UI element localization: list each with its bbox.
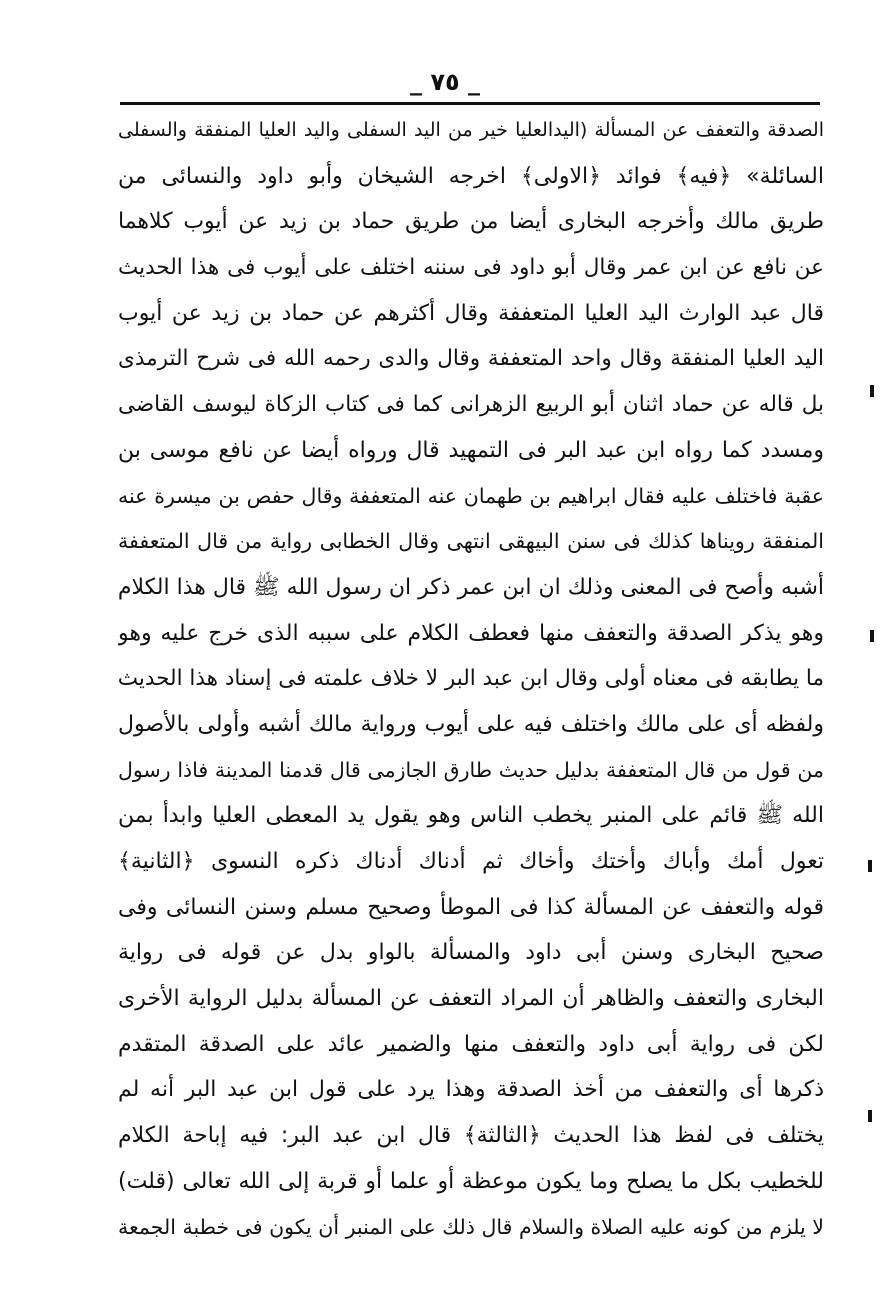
text-line: الله ﷺ قائم على المنبر يخطب الناس وهو يقول يد المعطى العليا وابدأ بمن xyxy=(118,803,824,829)
text-body xyxy=(118,108,824,1250)
text-line: أشبه وأصح فى المعنى وذلك ان ابن عمر ذكر ان رسول الله ﷺ قال هذا الكلام xyxy=(118,574,824,600)
text-line: ذكرها أى والتعفف من أخذ الصدقة وهذا يرد على قول ابن عبد البر أنه لم xyxy=(118,1077,824,1103)
text-line: لكن فى رواية أبى داود والتعفف منها والضمير عائد على الصدقة المتقدم xyxy=(118,1031,824,1057)
text-line: عقبة فاختلف عليه فقال ابراهيم بن طهمان عنه المتعففة وقال حفص بن ميسرة عنه xyxy=(118,483,824,508)
text-line: بل قاله عن حماد اثنان أبو الربيع الزهرانى كما فى كتاب الزكاة ليوسف القاضى xyxy=(118,392,824,418)
text-line: للخطيب بكل ما يصلح وما يكون موعظة أو علما أو قربة إلى الله تعالى (قلت) xyxy=(118,1168,824,1194)
text-line: لا يلزم من كونه عليه الصلاة والسلام قال ذلك على المنبر أن يكون فى خطبة الجمعة xyxy=(118,1214,824,1239)
page-number: _ ٧٥ _ xyxy=(409,68,480,96)
margin-mark xyxy=(868,1110,872,1122)
margin-mark xyxy=(868,860,872,872)
text-line: طريق مالك وأخرجه البخارى أيضا من طريق حماد بن زيد عن أيوب كلاهما xyxy=(118,209,824,235)
text-line: قوله والتعفف عن المسألة كذا فى الموطأ وصحيح مسلم وسنن النسائى وفى xyxy=(118,894,824,920)
text-line: اليد العليا المنفقة وقال واحد المتعففة وقال والدى رحمه الله فى شرح الترمذى xyxy=(118,346,824,372)
margin-mark xyxy=(870,385,874,397)
text-line: ومسدد كما رواه ابن عبد البر فى التمهيد قال ورواه أيضا عن نافع موسى بن xyxy=(118,437,824,463)
text-line: الصدقة والتعفف عن المسألة (اليدالعليا خير من اليد السفلى واليد العليا المنفقة والسفلى xyxy=(118,119,824,141)
text-line: السائلة» ﴿فيه﴾ فوائد ﴿الاولى﴾ اخرجه الشيخان وأبو داود والنسائى من xyxy=(118,163,824,189)
text-line: يختلف فى لفظ هذا الحديث ﴿الثالثة﴾ قال ابن عبد البر: فيه إباحة الكلام xyxy=(118,1123,824,1149)
text-line: صحيح البخارى وسنن أبى داود والمسألة بالواو بدل عن قوله فى رواية xyxy=(118,940,824,966)
text-line: وهو يذكر الصدقة والتعفف منها فعطف الكلام على سببه الذى خرج عليه وهو xyxy=(118,620,824,646)
text-line: ولفظه أى على مالك واختلف فيه على أيوب ورواية مالك أشبه وأولى بالأصول xyxy=(118,711,824,737)
header-rule xyxy=(120,102,820,105)
text-line: المنفقة رويناها كذلك فى سنن البيهقى انتهى وقال الخطابى رواية من قال المتعففة xyxy=(118,529,824,554)
text-line: تعول أمك وأباك وأختك وأخاك ثم أدناك أدناك ذكره النسوى ﴿الثانية﴾ xyxy=(118,849,824,874)
text-line: من قول من قال المتعففة بدليل حديث طارق الجازمى قال قدمنا المدينة فاذا رسول xyxy=(118,757,824,782)
text-line: البخارى والتعفف والظاهر أن المراد التعفف عن المسألة بدليل الرواية الأخرى xyxy=(118,986,824,1012)
text-line: قال عبد الوارث اليد العليا المتعففة وقال أكثرهم عن حماد بن زيد عن أيوب xyxy=(118,300,824,326)
text-line: عن نافع عن ابن عمر وقال أبو داود فى سننه اختلف على أيوب فى هذا الحديث xyxy=(118,255,824,281)
text-line: ما يطابقه فى معناه أولى وقال ابن عبد البر لا خلاف علمته فى إسناد هذا الحديث xyxy=(118,666,824,692)
margin-mark xyxy=(870,630,874,642)
